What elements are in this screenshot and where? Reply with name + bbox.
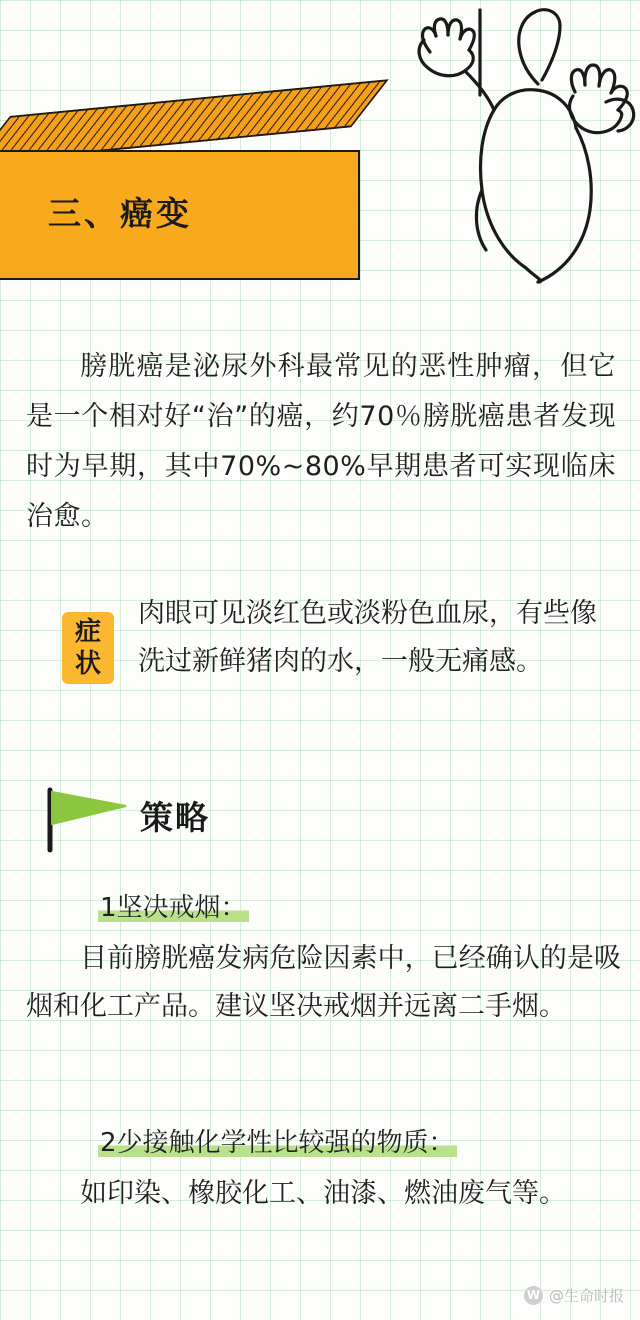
person-illustration <box>370 0 640 320</box>
section-banner <box>0 110 380 300</box>
strategy-item-1-body: 目前膀胱癌发病危险因素中，已经确认的是吸烟和化工产品。建议坚决戒烟并远离二手烟。 <box>26 943 621 1022</box>
weibo-icon: W <box>524 1286 543 1305</box>
strategy-title: 策略 <box>140 798 210 837</box>
symptom-tag <box>62 612 114 684</box>
strategy-item-2-body: 如印染、橡胶化工、油漆、燃油废气等。 <box>80 1178 566 1209</box>
flag-icon <box>40 784 140 854</box>
strategy-item-2-label: 2少接触化学性比较强的物质： <box>100 1128 455 1158</box>
intro-paragraph: 膀胱癌是泌尿外科最常见的恶性肿瘤，但它是一个相对好“治”的癌，约70％膀胱癌患者发现时为早期，其中70%~80%早期患者可实现临床治愈。 <box>26 351 616 532</box>
symptom-block <box>62 590 622 686</box>
banner-title: 三、癌变 <box>48 194 192 233</box>
strategy-heading <box>40 780 440 860</box>
strategy-item-1-label: 1坚决戒烟： <box>100 893 247 923</box>
watermark <box>524 1285 624 1306</box>
symptom-text: 肉眼可见淡红色或淡粉色血尿，有些像洗过新鲜猪肉的水，一般无痛感。 <box>138 598 597 677</box>
watermark-text: @生命时报 <box>548 1287 624 1305</box>
strategy-item-2 <box>26 1120 621 1218</box>
symptom-tag-line2: 状 <box>74 649 101 679</box>
strategy-item-1 <box>26 885 621 1031</box>
symptom-tag-line1: 症 <box>74 617 101 647</box>
